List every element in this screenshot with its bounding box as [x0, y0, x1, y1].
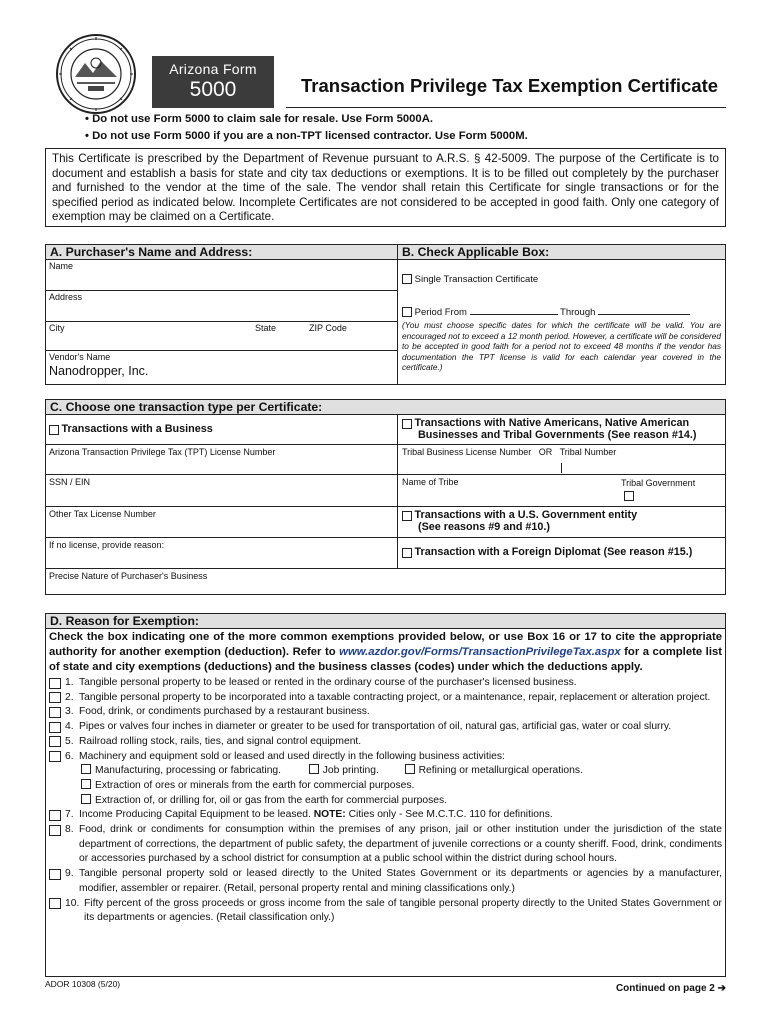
native-american-label-2: Businesses and Tribal Governments (See reason #14.) [418, 429, 697, 441]
tpt-license-label: Arizona Transaction Privilege Tax (TPT) License Number [49, 447, 276, 457]
exemption-checkbox[interactable] [49, 678, 61, 689]
exemption-item[interactable]: 3. Food, drink, or condiments purchased by a restaurant business. [46, 705, 725, 720]
tribal-gov-label: Tribal Government [621, 478, 696, 488]
section-d-heading: D. Reason for Exemption: [46, 614, 725, 629]
no-license-reason-field[interactable] [46, 538, 398, 568]
zip-label: ZIP Code [309, 323, 347, 333]
single-transaction-label: Single Transaction Certificate [414, 274, 539, 285]
exemption-item[interactable]: 9. Tangible personal property sold or leased directly to the United States Government or its departments or agencies by a manufacturer, modifier, assembler or repairer. (Retail, personal property rental and mining classifications only.) [46, 867, 725, 896]
us-gov-label: Transactions with a U.S. Government entity [414, 509, 638, 521]
section-c-heading: C. Choose one transaction type per Certificate: [46, 400, 725, 415]
us-gov-label-2: (See reasons #9 and #10.) [418, 521, 551, 533]
form-number: 5000 [189, 78, 237, 101]
bullet-contractor: • Do not use Form 5000 if you are a non-TPT licensed contractor. Use Form 5000M. [85, 130, 528, 142]
section-c-transaction-type [45, 399, 726, 595]
us-gov-checkbox[interactable] [402, 511, 412, 521]
purchaser-name-field[interactable] [46, 260, 397, 291]
page-title: Transaction Privilege Tax Exemption Certificate [286, 58, 726, 108]
exemption-checkbox[interactable] [49, 869, 61, 880]
exemption-checkbox[interactable] [49, 751, 61, 762]
tribe-name-field[interactable] [398, 475, 725, 506]
exemption-item[interactable]: 10. Fifty percent of the gross proceeds or gross income from the sale of tangible personal property directly to the United States Government or its departments or agencies. (Retail classification only.) [46, 897, 725, 926]
city-state-zip-row[interactable] [46, 322, 397, 351]
nature-of-business-label: Precise Nature of Purchaser's Business [49, 571, 208, 581]
tribe-name-label: Name of Tribe [402, 477, 459, 487]
single-transaction-checkbox[interactable] [402, 274, 412, 284]
or-label: OR [538, 447, 553, 457]
single-transaction-option[interactable] [398, 260, 725, 302]
ssn-ein-label: SSN / EIN [49, 477, 91, 487]
tribal-divider [561, 463, 562, 473]
native-american-option[interactable] [398, 415, 725, 444]
form-identifier: ADOR 10308 (5/20) [45, 979, 121, 989]
continued-note: Continued on page 2 ➔ [615, 983, 726, 994]
section-a-heading: A. Purchaser's Name and Address: [46, 245, 397, 260]
tribal-gov-checkbox[interactable] [624, 491, 634, 501]
exemption-item[interactable]: 5. Railroad rolling stock, rails, ties, and signal control equipment. [46, 735, 725, 750]
diplomat-label: Transaction with a Foreign Diplomat (See reason #15.) [414, 546, 693, 558]
exemption-checkbox[interactable] [49, 722, 61, 733]
exemption-item[interactable]: 6. Machinery and equipment sold or leased and used directly in the following business activities: [46, 750, 725, 765]
bullet-resale: • Do not use Form 5000 to claim sale for resale. Use Form 5000A. [85, 113, 434, 125]
section-b-applicable [397, 244, 726, 385]
tribal-number-label: Tribal Number [559, 447, 617, 457]
period-option[interactable] [398, 302, 725, 318]
other-tax-license-label: Other Tax License Number [49, 509, 156, 519]
intro-paragraph: This Certificate is prescribed by the Department of Revenue pursuant to A.R.S. § 42-5009. The purpose of the Certificate is to document and establish a basis for state and city tax deductions or exemptions. It is to be filled out completely by the purchaser and furnished to the vendor at the time of the sale. The vendor shall retain this Certificate for single transactions or for the specified period as indicated below. Incomplete Certificates are not considered to be accepted in good faith. Only one category of exemption may be claimed on a Certificate. [45, 148, 726, 227]
exemption-item[interactable]: 1. Tangible personal property to be leased or rented in the ordinary course of the purchaser's licensed business. [46, 676, 725, 691]
refining-checkbox[interactable] [405, 764, 415, 774]
no-license-label: If no license, provide reason: [49, 540, 165, 550]
item6-suboptions: Manufacturing, processing or fabricating. Job printing. Refining or metallurgical operations. Extraction of ores or minerals from the earth for commercial purposes. Extraction of, or drilling for, oil or gas from the earth for commercial purposes. [46, 764, 725, 808]
period-from-field[interactable] [470, 306, 558, 315]
section-d-reason [45, 613, 726, 977]
business-label: Transactions with a Business [61, 423, 213, 435]
vendor-name-value: Nanodropper, Inc. [49, 364, 149, 378]
tribal-license-field[interactable] [398, 445, 725, 474]
vendor-name-label: Vendor's Name [49, 352, 111, 362]
tpt-license-field[interactable] [46, 445, 398, 474]
extraction-oil-checkbox[interactable] [81, 794, 91, 804]
business-option[interactable] [46, 415, 398, 444]
exemption-checkbox[interactable] [49, 825, 61, 836]
exemption-item[interactable]: 7. Income Producing Capital Equipment to be leased. NOTE: Cities only - See M.C.T.C. 110 for definitions. [46, 808, 725, 823]
extraction-ores-checkbox[interactable] [81, 779, 91, 789]
form-number-badge [152, 56, 274, 108]
exemptions-link[interactable]: www.azdor.gov/Forms/TransactionPrivilegeTax.aspx [339, 646, 621, 658]
exemption-checkbox[interactable] [49, 898, 61, 909]
exemption-item[interactable]: 4. Pipes or valves four inches in diameter or greater to be used for transportation of oil, natural gas, artificial gas, water or coal slurry. [46, 720, 725, 735]
business-checkbox[interactable] [49, 425, 59, 435]
native-american-checkbox[interactable] [402, 419, 412, 429]
exemption-item[interactable]: 8. Food, drink or condiments for consumption within the premises of any prison, jail or other institution under the jurisdiction of the state department of corrections, the department of public safety, the department of juvenile corrections or a county sheriff. Food, drink, condiments or accessories purchased by a school district for consumption at a public school within the district during school hours. [46, 823, 725, 867]
period-checkbox[interactable] [402, 307, 412, 317]
period-note: (You must choose specific dates for which the certificate will be valid. You are encouraged not to exceed a 12 month period. However, a certificate will be considered to be accepted in good faith for a period not to exceed 48 months if the vendor has documentation the TPT license is valid for each calendar year covered in the certificate.) [402, 320, 721, 372]
period-from-label: Period From [414, 307, 467, 318]
us-gov-option[interactable] [398, 507, 725, 537]
address-label: Address [49, 292, 83, 302]
arizona-state-seal-icon [55, 33, 137, 115]
badge-label: Arizona Form [169, 61, 257, 77]
exemption-list [46, 676, 725, 926]
section-b-heading: B. Check Applicable Box: [398, 245, 725, 260]
through-label: Through [560, 307, 596, 318]
name-label: Name [49, 261, 74, 271]
ssn-ein-field[interactable] [46, 475, 398, 506]
native-american-label: Transactions with Native Americans, Native American [414, 417, 690, 429]
vendor-name-field[interactable] [46, 351, 397, 384]
section-d-intro: Check the box indicating one of the more common exemptions provided below, or use Box 16 or 17 to cite the appropriate authority for another exemption (deduction). Refer to www.azdor.gov/Forms/TransactionPrivilegeTax.aspx for a complete list of state and city exemptions (deductions) and the business classes (codes) under which the deductions apply. [49, 631, 722, 673]
section-a-purchaser [45, 244, 397, 385]
purchaser-address-field[interactable] [46, 291, 397, 322]
diplomat-checkbox[interactable] [402, 548, 412, 558]
exemption-checkbox[interactable] [49, 707, 61, 718]
period-through-field[interactable] [598, 306, 690, 315]
diplomat-option[interactable] [398, 538, 725, 568]
city-label: City [49, 323, 65, 333]
tribal-license-label: Tribal Business License Number [402, 447, 532, 457]
exemption-checkbox[interactable] [49, 692, 61, 703]
exemption-item[interactable]: 2. Tangible personal property to be incorporated into a taxable contracting project, or a maintenance, repair, replacement or alteration project. [46, 691, 725, 706]
exemption-checkbox[interactable] [49, 736, 61, 747]
state-label: State [255, 323, 277, 333]
nature-of-business-field[interactable] [46, 569, 725, 594]
instruction-bullets [85, 111, 528, 145]
other-tax-license-field[interactable] [46, 507, 398, 537]
job-printing-checkbox[interactable] [309, 764, 319, 774]
manufacturing-checkbox[interactable] [81, 764, 91, 774]
exemption-checkbox[interactable] [49, 810, 61, 821]
